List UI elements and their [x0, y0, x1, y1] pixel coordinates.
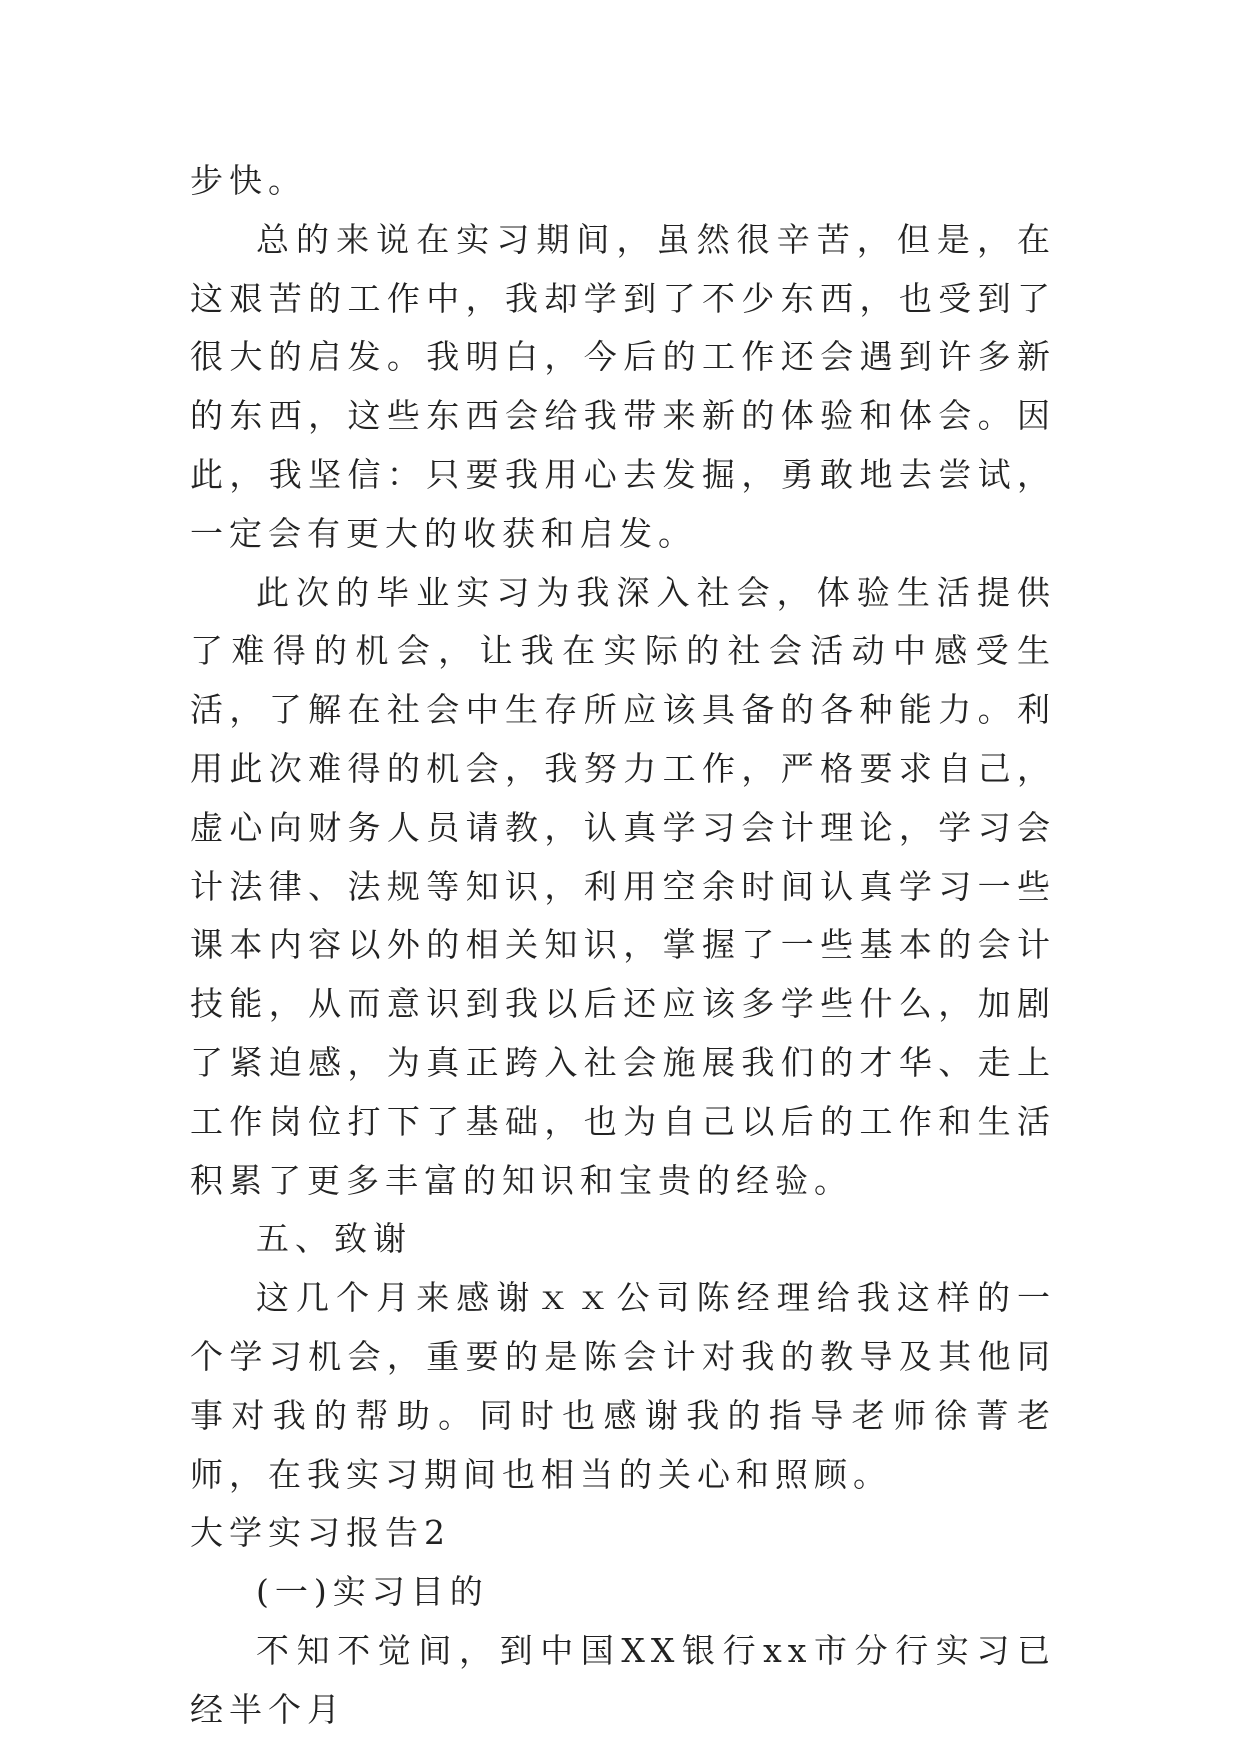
document-body	[190, 152, 1056, 1740]
paragraph-purpose: 不知不觉间，到中国XX银行xx市分行实习已经半个月	[190, 1630, 1056, 1729]
paragraph-acknowledgements: 这几个月来感谢ｘｘ公司陈经理给我这样的一个学习机会，重要的是陈会计对我的教导及其他同事对我的帮助。同时也感谢我的指导老师徐菁老师，在我实习期间也相当的关心和照顾。	[190, 1278, 1056, 1494]
paragraph-internship-reflection: 此次的毕业实习为我深入社会，体验生活提供了难得的机会，让我在实际的社会活动中感受生活，了解在社会中生存所应该具备的各种能力。利用此次难得的机会，我努力工作，严格要求自己，虚心向财务人员请教，认真学习会计理论，学习会计法律、法规等知识，利用空余时间认真学习一些课本内容以外的相关知识，掌握了一些基本的会计技能，从而意识到我以后还应该多学些什么，加剧了紧迫感，为真正跨入社会施展我们的才华、走上工作岗位打下了基础，也为自己以后的工作和生活积累了更多丰富的知识和宝贵的经验。	[190, 572, 1056, 1200]
section-heading-purpose: (一)实习目的	[256, 1572, 489, 1612]
report-title: 大学实习报告2	[190, 1513, 451, 1553]
paragraph-continuation: 步快。	[190, 161, 307, 200]
section-heading-acknowledgements: 五、致谢	[256, 1219, 412, 1259]
paragraph-summary: 总的来说在实习期间，虽然很辛苦，但是，在这艰苦的工作中，我却学到了不少东西，也受到了很大的启发。我明白，今后的工作还会遇到许多新的东西，这些东西会给我带来新的体验和体会。因此，我坚信：只要我用心去发掘，勇敢地去尝试，一定会有更大的收获和启发。	[190, 219, 1056, 553]
